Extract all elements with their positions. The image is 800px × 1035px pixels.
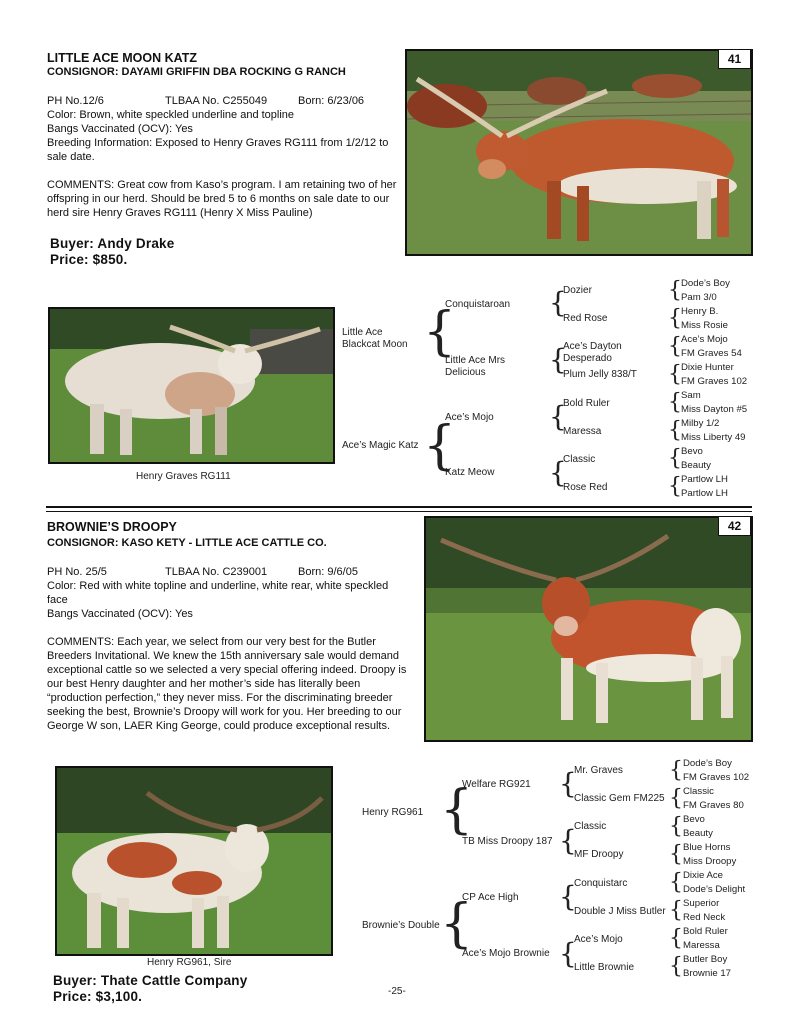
lot41-ped-g2-2: Little Ace Mrs Delicious xyxy=(445,355,506,378)
lot41-ped-g3-4: Plum Jelly 838/T xyxy=(563,369,637,380)
section-divider-bottom xyxy=(46,511,752,512)
lot41-ped-g4-11: Milby 1/2 xyxy=(681,418,720,429)
lot42-brace-g2-1: { xyxy=(559,767,577,800)
lot42-ped-g4-13: Bold Ruler xyxy=(683,926,728,937)
lot41-ped-g4-14: Beauty xyxy=(681,460,711,471)
lot41-breeding: Breeding Information: Exposed to Henry Graves RG111 from 1/2/12 to sale date. xyxy=(47,137,389,163)
lot41-brace-g3-3: { xyxy=(668,334,682,359)
lot41-ped-g3-3: Ace’s Dayton Desperado xyxy=(563,341,622,364)
lot41-ped-g3-2: Red Rose xyxy=(563,313,608,324)
lot42-ped-g4-10: Dode’s Delight xyxy=(683,884,746,895)
lot41-brace-g2-1: { xyxy=(549,286,567,319)
lot41-ped-g4-8: FM Graves 102 xyxy=(681,376,748,387)
longhorn-cow-image xyxy=(407,51,751,254)
lot42-ped-g4-8: Miss Droopy xyxy=(683,856,737,867)
lot42-bangs: Bangs Vaccinated (OCV): Yes xyxy=(47,608,193,620)
lot41-buyer: Buyer: Andy Drake xyxy=(50,236,175,251)
lot41-number-badge: 41 xyxy=(718,49,751,69)
lot42-brace-g2-2: { xyxy=(559,824,577,857)
lot42-ped-g2-1: Welfare RG921 xyxy=(462,779,531,790)
lot42-brace-dam: { xyxy=(440,894,474,954)
lot41-cow-photo xyxy=(405,49,753,256)
lot41-title: LITTLE ACE MOON KATZ xyxy=(47,51,197,65)
lot42-brace-g3-7: { xyxy=(669,926,683,951)
section-divider-top xyxy=(46,506,752,508)
lot42-ped-g4-4: FM Graves 80 xyxy=(683,800,744,811)
lot41-ped-g3-1: Dozier xyxy=(563,285,592,296)
lot42-ped-g3-2: Classic Gem FM225 xyxy=(574,793,665,804)
longhorn-cow-image xyxy=(426,518,751,740)
lot41-brace-g3-6: { xyxy=(668,418,682,443)
lot41-sire-caption: Henry Graves RG111 xyxy=(136,471,231,482)
lot41-ped-g4-15: Partlow LH xyxy=(681,474,728,485)
lot41-brace-g2-3: { xyxy=(549,400,567,433)
lot41-comments: COMMENTS: Great cow from Kaso’s program. I am retaining two of her offspring in our herd. Should be bred 5 to 6 months on sale date to our herd sire Henry Graves RG111 (Henry X Miss Pauline) xyxy=(47,179,397,219)
lot41-brace-g3-5: { xyxy=(668,390,682,415)
lot42-color: Color: Red with white topline and underline, white rear, white speckled face xyxy=(47,580,389,606)
lot41-brace-g2-2: { xyxy=(549,343,567,376)
lot42-number-badge: 42 xyxy=(718,516,751,536)
lot42-ped-g4-3: Classic xyxy=(683,786,714,797)
lot42-ped-g4-14: Maressa xyxy=(683,940,720,951)
lot42-ped-g3-7: Ace’s Mojo xyxy=(574,934,623,945)
lot41-ped-g4-1: Dode’s Boy xyxy=(681,278,730,289)
lot42-ped-g4-1: Dode’s Boy xyxy=(683,758,732,769)
lot42-ped-g4-16: Brownie 17 xyxy=(683,968,731,979)
lot42-sire-photo xyxy=(55,766,333,956)
lot42-ped-dam: Brownie’s Double xyxy=(362,920,440,931)
lot41-ped-g3-7: Classic xyxy=(563,454,596,465)
lot41-brace-g3-2: { xyxy=(668,306,682,331)
lot41-ph: PH No.12/6 xyxy=(47,95,104,107)
lot42-brace-g2-4: { xyxy=(559,937,577,970)
lot42-brace-g3-4: { xyxy=(669,842,683,867)
lot41-ped-dam: Ace’s Magic Katz xyxy=(342,440,419,451)
lot41-ped-g4-3: Henry B. xyxy=(681,306,719,317)
lot41-ped-g4-16: Partlow LH xyxy=(681,488,728,499)
lot42-consignor: CONSIGNOR: KASO KETY - LITTLE ACE CATTLE CO. xyxy=(47,537,327,549)
bull-image xyxy=(50,309,333,462)
lot42-ped-g4-7: Blue Horns xyxy=(683,842,731,853)
lot41-ped-g2-3: Ace’s Mojo xyxy=(445,412,494,423)
lot41-ped-g4-7: Dixie Hunter xyxy=(681,362,734,373)
lot42-ped-g3-1: Mr. Graves xyxy=(574,765,623,776)
lot41-ped-g3-8: Rose Red xyxy=(563,482,608,493)
lot41-ped-g4-2: Pam 3/0 xyxy=(681,292,717,303)
lot42-ph: PH No. 25/5 xyxy=(47,566,107,578)
lot42-ped-g2-2: TB Miss Droopy 187 xyxy=(462,836,553,847)
lot42-brace-g2-3: { xyxy=(559,880,577,913)
lot41-price: Price: $850. xyxy=(50,252,128,267)
lot41-brace-g2-4: { xyxy=(549,456,567,489)
lot41-brace-g3-8: { xyxy=(668,474,682,499)
lot42-ped-g4-5: Bevo xyxy=(683,814,705,825)
lot41-ped-g3-6: Maressa xyxy=(563,426,602,437)
lot41-ped-g4-6: FM Graves 54 xyxy=(681,348,742,359)
lot42-ped-g2-4: Ace’s Mojo Brownie xyxy=(462,948,550,959)
lot42-brace-g3-6: { xyxy=(669,898,683,923)
lot42-ped-g3-8: Little Brownie xyxy=(574,962,635,973)
lot41-brace-sire: { xyxy=(423,302,457,362)
lot42-title: BROWNIE’S DROOPY xyxy=(47,520,177,534)
lot41-ped-g4-9: Sam xyxy=(681,390,701,401)
lot42-ped-g3-4: MF Droopy xyxy=(574,849,624,860)
lot41-consignor: CONSIGNOR: DAYAMI GRIFFIN DBA ROCKING G RANCH xyxy=(47,66,346,78)
lot41-ped-g2-4: Katz Meow xyxy=(445,467,495,478)
lot42-brace-g3-1: { xyxy=(669,758,683,783)
lot42-brace-g3-2: { xyxy=(669,786,683,811)
lot41-bangs: Bangs Vaccinated (OCV): Yes xyxy=(47,123,193,135)
lot42-ped-g4-9: Dixie Ace xyxy=(683,870,723,881)
lot41-ped-g2-1: Conquistaroan xyxy=(445,299,511,310)
lot42-sire-caption: Henry RG961, Sire xyxy=(147,957,232,968)
lot42-brace-g3-5: { xyxy=(669,870,683,895)
lot42-brace-sire: { xyxy=(440,780,474,840)
lot41-ped-g3-5: Bold Ruler xyxy=(563,398,610,409)
lot42-born: Born: 9/6/05 xyxy=(298,566,358,578)
lot42-ped-g4-15: Butler Boy xyxy=(683,954,728,965)
lot41-ped-g4-10: Miss Dayton #5 xyxy=(681,404,748,415)
lot42-price: Price: $3,100. xyxy=(53,989,143,1004)
bull-image xyxy=(57,768,331,954)
lot41-ped-g4-5: Ace’s Mojo xyxy=(681,334,728,345)
lot42-tlbaa: TLBAA No. C239001 xyxy=(165,566,268,578)
lot42-ped-g2-3: CP Ace High xyxy=(462,892,519,903)
lot42-ped-g3-6: Double J Miss Butler xyxy=(574,906,666,917)
lot42-ped-g3-3: Classic xyxy=(574,821,607,832)
lot42-ped-g3-5: Conquistarc xyxy=(574,878,628,889)
lot42-brace-g3-8: { xyxy=(669,954,683,979)
lot42-brace-g3-3: { xyxy=(669,814,683,839)
lot41-ped-g4-12: Miss Liberty 49 xyxy=(681,432,746,443)
lot42-ped-g4-11: Superior xyxy=(683,898,720,909)
lot42-ped-g4-2: FM Graves 102 xyxy=(683,772,750,783)
lot42-ped-g4-6: Beauty xyxy=(683,828,713,839)
lot41-ped-g4-4: Miss Rosie xyxy=(681,320,728,331)
lot41-ped-g4-13: Bevo xyxy=(681,446,703,457)
lot41-brace-g3-1: { xyxy=(668,278,682,303)
lot41-ped-sire: Little Ace Blackcat Moon xyxy=(342,327,408,350)
lot42-buyer: Buyer: Thate Cattle Company xyxy=(53,973,248,988)
lot41-tlbaa: TLBAA No. C255049 xyxy=(165,95,268,107)
lot41-color: Color: Brown, white speckled underline and topline xyxy=(47,109,295,121)
lot42-ped-sire: Henry RG961 xyxy=(362,807,424,818)
lot42-ped-g4-12: Red Neck xyxy=(683,912,726,923)
page-number: -25- xyxy=(388,986,406,997)
lot41-brace-g3-7: { xyxy=(668,446,682,471)
lot42-comments: COMMENTS: Each year, we select from our very best for the Butler Breeders Invitational. We knew the 15th anniversary sale would demand exceptional cattle so we selected a very special offering indeed. Droopy is our best Henry daughter and her mother’s side has literally been “production perfection,” they never miss. For the discriminating breeder seeking the best, Brownie’s Droopy will work for you. Her breeding to our George W son, LAER King George, could produce exceptional results. xyxy=(47,636,407,732)
lot41-brace-g3-4: { xyxy=(668,362,682,387)
lot41-brace-dam: { xyxy=(423,416,457,476)
lot41-born: Born: 6/23/06 xyxy=(298,95,365,107)
lot42-cow-photo xyxy=(424,516,753,742)
lot41-sire-photo xyxy=(48,307,335,464)
